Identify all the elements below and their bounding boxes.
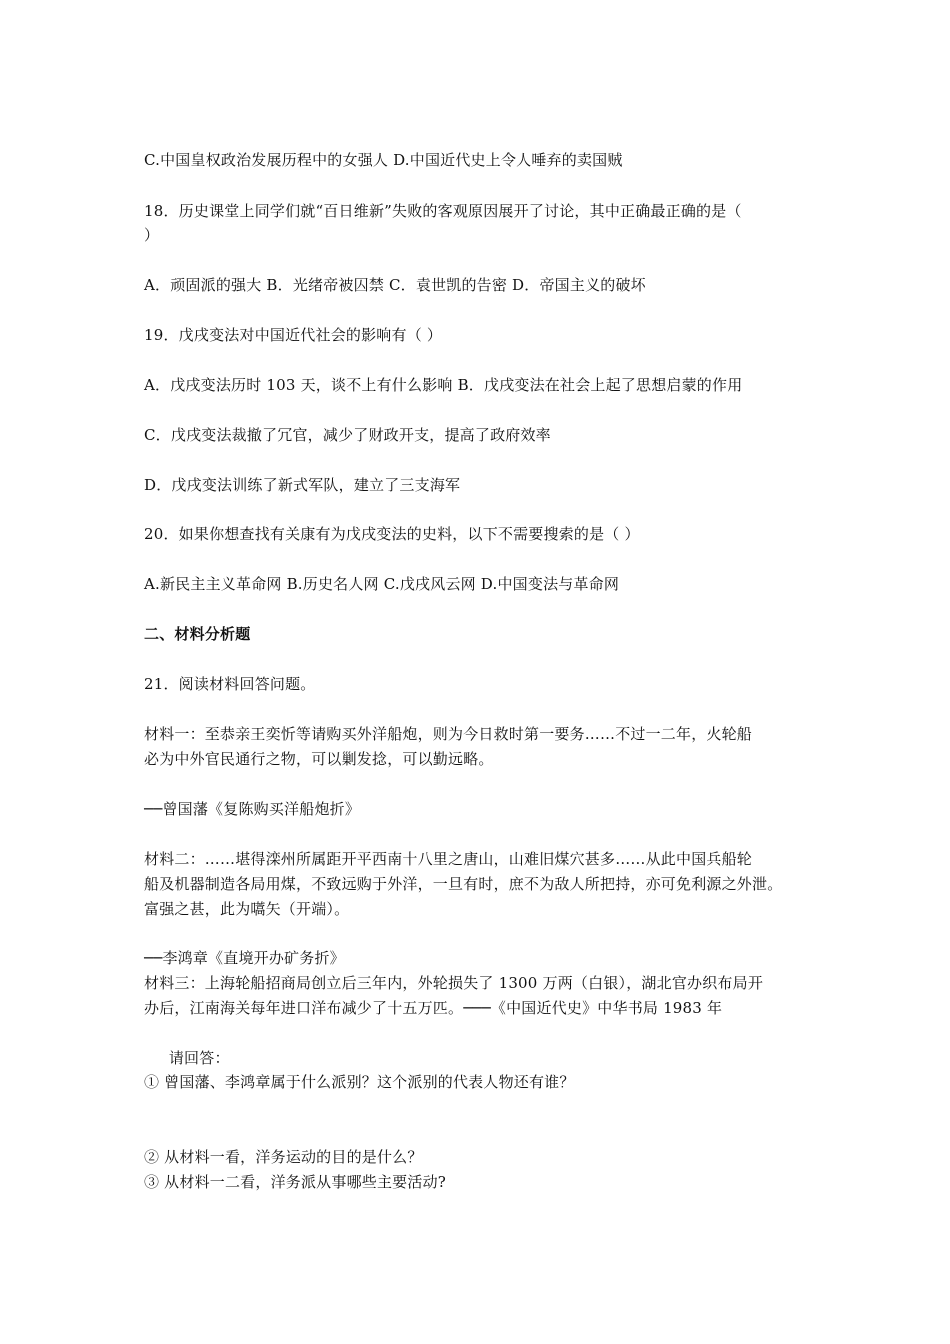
material-3-line-2: 办后，江南海关每年进口洋布减少了十五万匹。───《中国近代史》中华书局 1983 年 [144, 999, 723, 1017]
q21-stem: 21．阅读材料回答问题。 [144, 675, 316, 693]
material-1-source: ──曾国藩《复陈购买洋船炮折》 [144, 800, 361, 818]
q19-options-ab: A．戊戌变法历时 103 天，谈不上有什么影响 B．戊戌变法在社会上起了思想启蒙的作用 [144, 376, 743, 394]
sub-question-1: ① 曾国藩、李鸿章属于什么派别？这个派别的代表人物还有谁？ [144, 1073, 575, 1091]
section-heading: 二、材料分析题 [144, 625, 251, 643]
answer-prompt: 请回答： [144, 1049, 230, 1067]
q18-stem-close: ） [144, 226, 160, 244]
q18-stem: 18．历史课堂上同学们就“百日维新”失败的客观原因展开了讨论，其中正确最正确的是（ [144, 202, 742, 220]
sub-question-3: ③ 从材料一二看，洋务派从事哪些主要活动? [144, 1173, 447, 1191]
q18-options: A．顽固派的强大 B．光绪帝被囚禁 C．袁世凯的告密 D．帝国主义的破坏 [144, 276, 646, 294]
q17-options-cd: C.中国皇权政治发展历程中的女强人 D.中国近代史上令人唾弃的卖国贼 [144, 151, 623, 169]
material-2-line-3: 富强之甚，此为嚆矢（开端）。 [144, 900, 350, 918]
material-2-line-2: 船及机器制造各局用煤，不致远购于外洋，一旦有时，庶不为敌人所把持，亦可免利源之外泄。 [144, 875, 783, 893]
q19-option-c: C．戊戌变法裁撤了冗官，减少了财政开支，提高了政府效率 [144, 426, 551, 444]
sub-question-2: ② 从材料一看，洋务运动的目的是什么？ [144, 1148, 423, 1166]
material-2-line-1: 材料二：……堪得滦州所属距开平西南十八里之唐山，山难旧煤穴甚多……从此中国兵船轮 [144, 850, 753, 868]
material-3-line-1: 材料三：上海轮船招商局创立后三年内，外轮损失了 1300 万两（白银），湖北官办织布局开 [144, 974, 764, 992]
q19-option-d: D．戊戌变法训练了新式军队，建立了三支海军 [144, 476, 461, 494]
material-2-source: ──李鸿章《直境开办矿务折》 [144, 949, 345, 967]
q20-stem: 20．如果你想查找有关康有为戊戌变法的史料，以下不需要搜索的是（ ） [144, 525, 640, 543]
q20-options: A.新民主主义革命网 B.历史名人网 C.戊戌风云网 D.中国变法与革命网 [144, 575, 620, 593]
q19-stem: 19．戊戌变法对中国近代社会的影响有（ ） [144, 326, 443, 344]
material-1-line-1: 材料一：至恭亲王奕忻等请购买外洋船炮，则为今日救时第一要务……不过一二年，火轮船 [144, 725, 753, 743]
material-1-line-2: 必为中外官民通行之物，可以剿发捻，可以勤远略。 [144, 750, 494, 768]
